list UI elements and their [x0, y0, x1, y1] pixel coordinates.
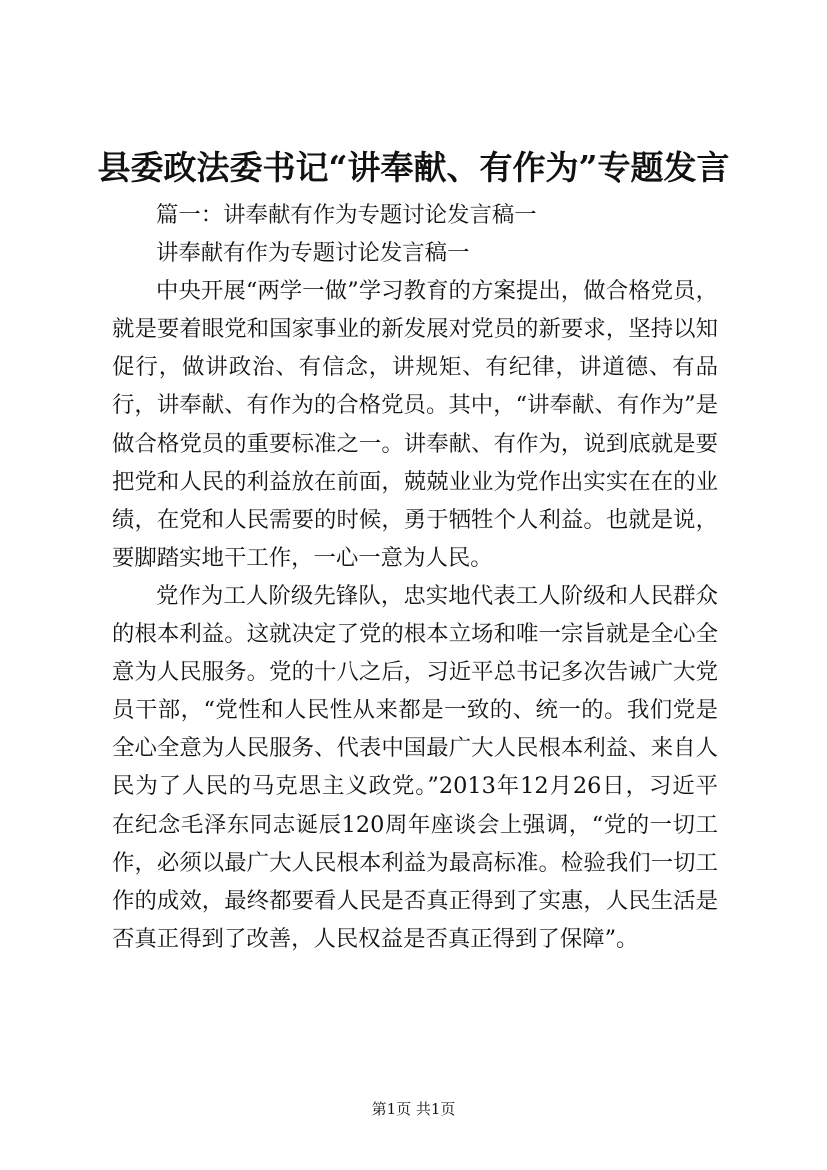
body-paragraph-1: 中央开展“两学一做”学习教育的方案提出，做合格党员，就是要着眼党和国家事业的新发展对党员的新要求，坚持以知促行，做讲政治、有信念，讲规矩、有纪律，讲道德、有品行，讲奉献、有作为的合格党员。其中，“讲奉献、有作为”是做合格党员的重要标准之一。讲奉献、有作为，说到底就是要把党和人民的利益放在前面，兢兢业业为党作出实实在在的业绩，在党和人民需要的时候，勇于牺牲个人利益。也就是说，要脚踏实地干工作，一心一意为人民。: [112, 278, 718, 571]
document-body: [112, 196, 718, 958]
subsection-heading: 讲奉献有作为专题讨论发言稿一: [156, 240, 470, 267]
section-heading: 篇一：讲奉献有作为专题讨论发言稿一: [156, 202, 537, 228]
page-footer: 第1页 共1页: [371, 1100, 456, 1118]
document-title: 县委政法委书记“讲奉献、有作为”专题发言: [97, 148, 730, 187]
body-paragraph-2: 党作为工人阶级先锋队，忠实地代表工人阶级和人民群众的根本利益。这就决定了党的根本立场和唯一宗旨就是全心全意为人民服务。党的十八之后，习近平总书记多次告诫广大党员干部，“党性和人民性从来都是一致的、统一的。我们党是全心全意为人民服务、代表中国最广大人民根本利益、来自人民为了人民的马克思主义政党。”2013年12月26日，习近平在纪念毛泽东同志诞辰120周年座谈会上强调，“党的一切工作，必须以最广大人民根本利益为最高标准。检验我们一切工作的成效，最终都要看人民是否真正得到了实惠，人民生活是否真正得到了改善，人民权益是否真正得到了保障”。: [112, 582, 718, 952]
